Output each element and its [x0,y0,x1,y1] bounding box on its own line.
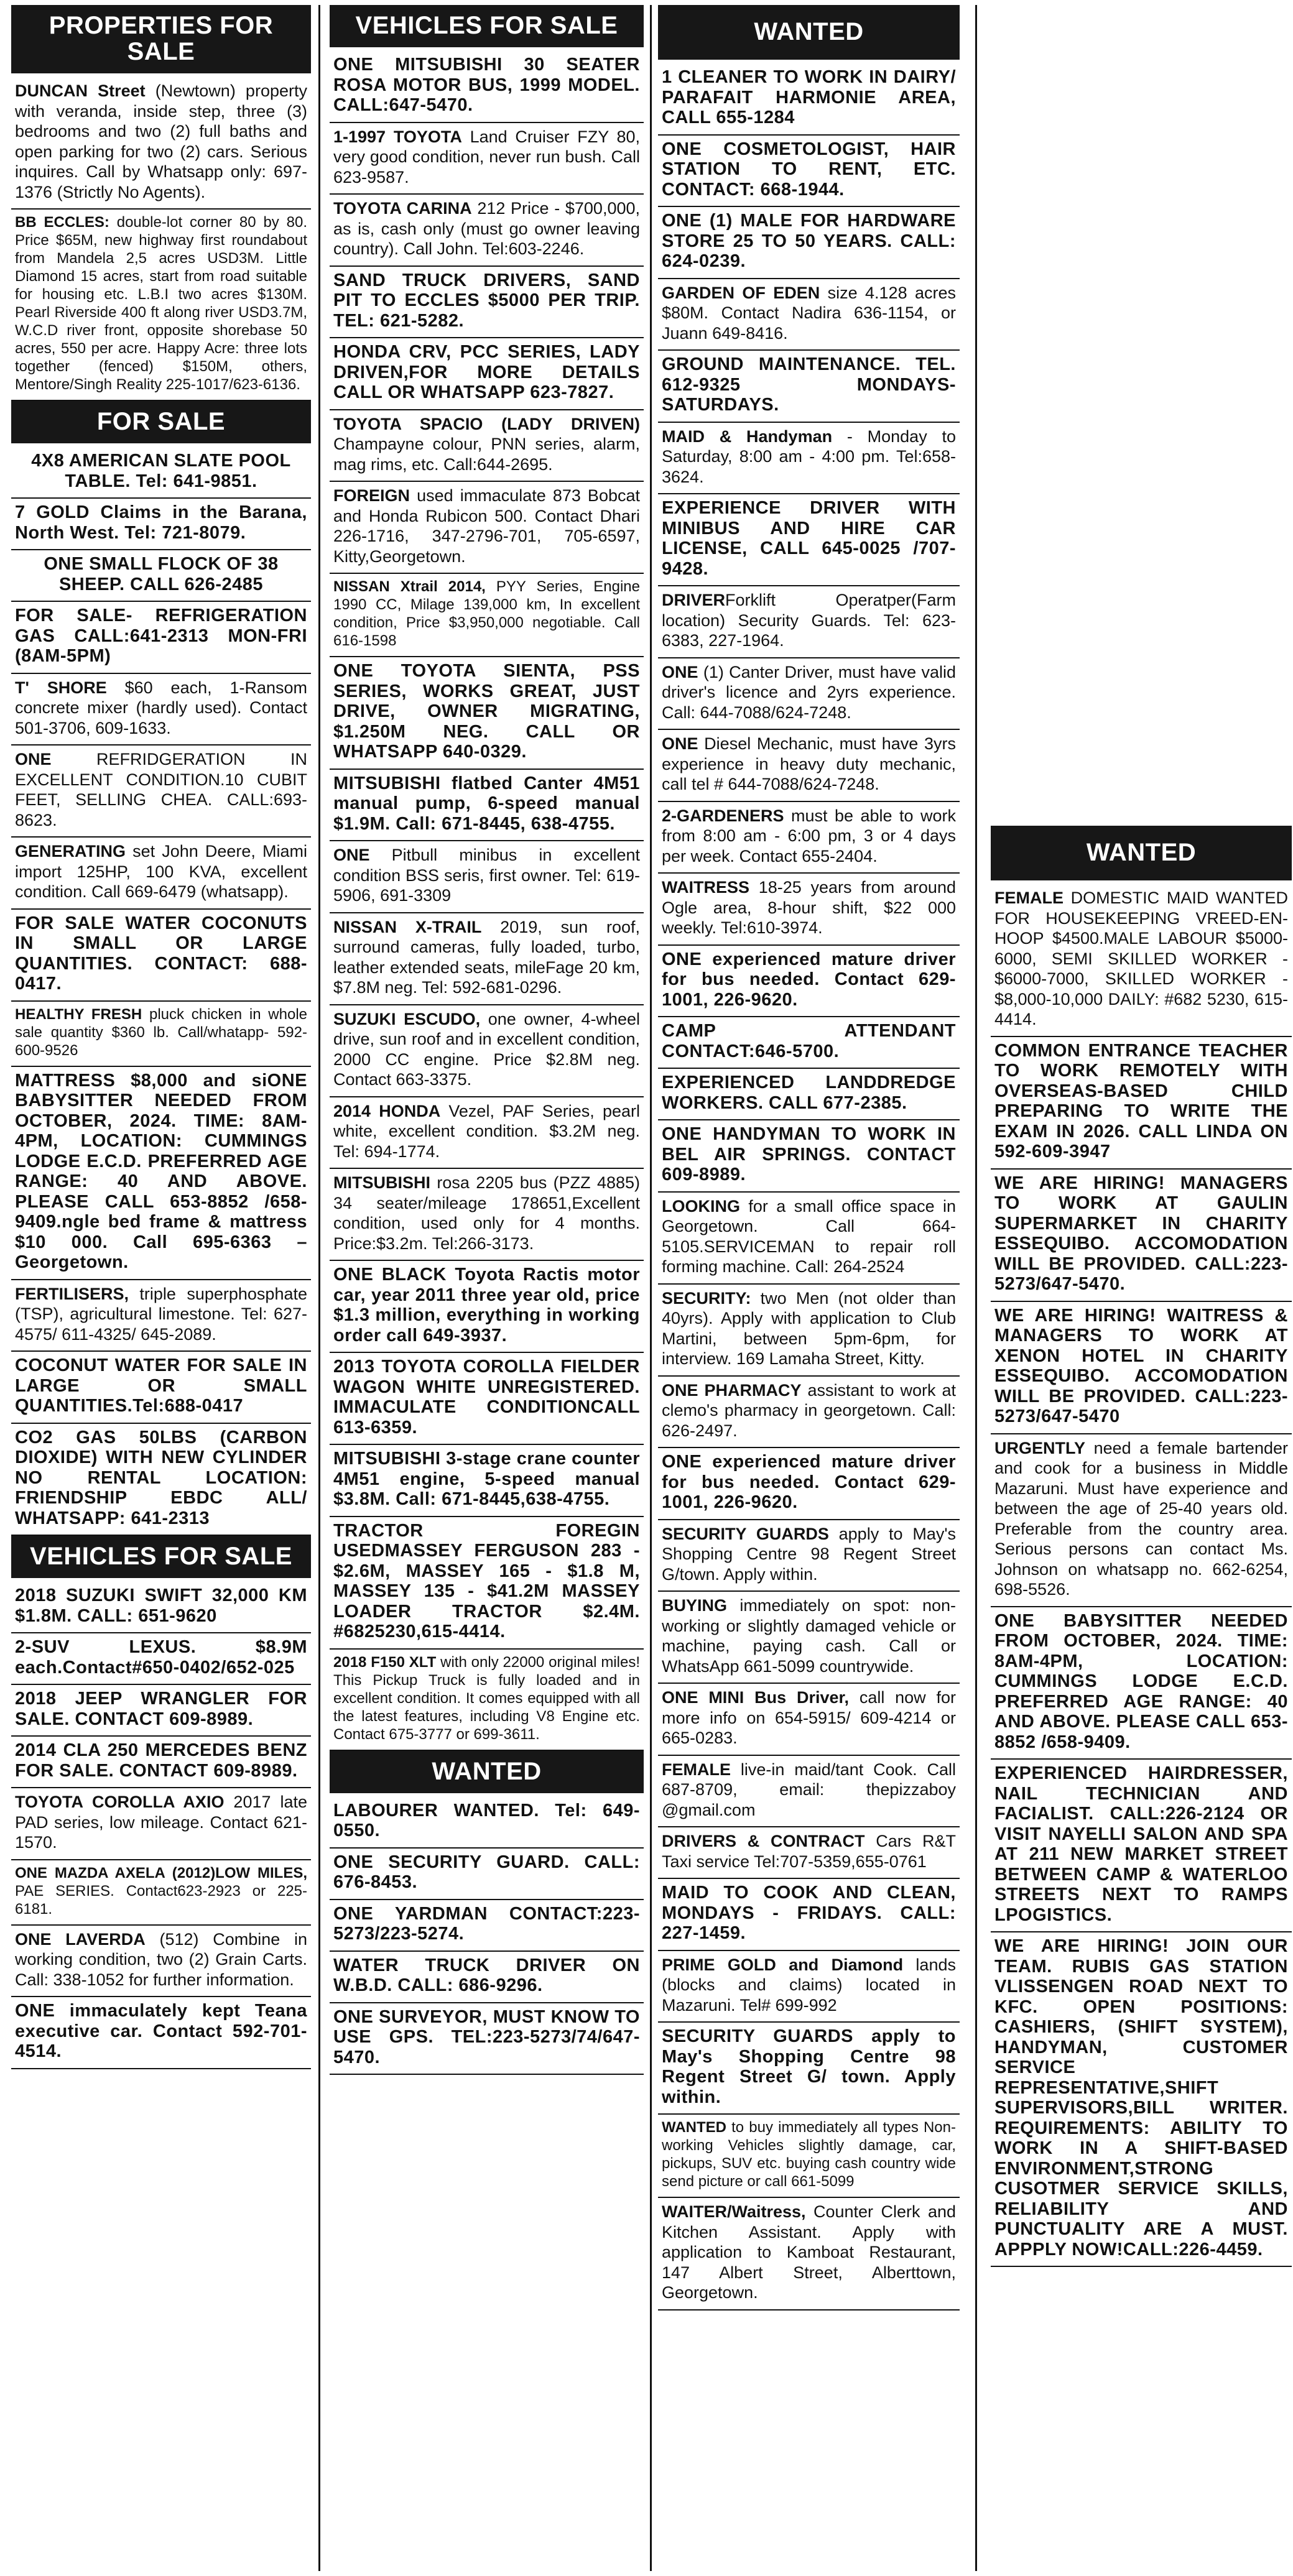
classified-ad [658,1069,960,1120]
ad-lead-text: 2014 HONDA [333,1101,441,1120]
ad-body-text: ONE experienced mature driver for bus needed. Contact 629-1001, 226-9620. [662,1452,956,1512]
classified-ad [658,2023,960,2115]
ad-body-text: two Men (not older than 40yrs). Apply with application to Club Martini, between 5pm-6pm, for interview. 169 Lamaha Street, Kitty. [662,1288,956,1368]
ad-body-text: Land Cruiser FZY 80, very good condition, never run bush. Call 623-9587. [333,127,641,187]
classified-ad [991,1170,1292,1302]
ad-lead-text: TOYOTA COROLLA AXIO [15,1793,225,1811]
ad-body-text: ONE HANDYMAN TO WORK IN BEL AIR SPRINGS. CONTACT 609-8989. [662,1124,956,1184]
column-1 [11,5,311,2571]
classified-ad [330,1797,644,1849]
ad-lead-text: WANTED [662,2119,726,2136]
column-2 [330,5,644,2571]
ad-body-text: WATER TRUCK DRIVER ON W.B.D. CALL: 686-9296. [333,1955,640,1995]
classified-ad [330,1353,644,1445]
classified-ad [658,802,960,874]
classified-ad [11,1685,311,1737]
ad-body-text: assistant to work at clemo's pharmacy in georgetown. Call: 626-2497. [662,1380,956,1440]
classified-ad [11,1352,311,1424]
classified-ad [658,1520,960,1592]
classified-ad [330,338,644,410]
classified-ad [991,1760,1292,1932]
classified-ad [11,838,311,910]
ad-body-text: 1 CLEANER TO WORK IN DAIRY/ PARAFAIT HARMONIE AREA, CALL 655-1284 [662,67,956,127]
classified-ad [991,1932,1292,2267]
classified-ad [658,730,960,802]
ad-body-text: size 4.128 acres $80M. Contact Nadira 636-1154, or Juann 649-8416. [662,283,956,343]
ad-body-text: ONE COSMETOLOGIST, HAIR STATION TO RENT, ETC. CONTACT: 668-1944. [662,139,956,200]
classified-ad [11,77,311,210]
classified-ad [330,267,644,339]
ad-body-text: DOMESTIC MAID WANTED FOR HOUSEKEEPING VREED-EN-HOOP $4500.MALE LABOUR $5000-6000, SEMI SKILLED WORKER - $6000-7000, SKILLED WORKER - $8,000-10,000 DAILY: #682 5230, 615-4414. [994,889,1288,1028]
classified-ad [330,1517,644,1650]
classified-ad [991,1434,1292,1607]
classified-ad [330,1097,644,1170]
ad-body-text: ONE (1) MALE FOR HARDWARE STORE 25 TO 50 YEARS. CALL: 624-0239. [662,211,956,271]
classified-ad [330,1849,644,1900]
ad-body-text: 2014 CLA 250 MERCEDES BENZ FOR SALE. CONTACT 609-8989. [15,1740,307,1781]
classified-ad [658,586,960,658]
ad-body-text: immediately on spot: non-working or slightly damaged vehicle or machine, paying cash. Call or WhatsApp 661-5099 countrywide. [662,1596,956,1676]
classified-ad [330,913,644,1005]
classified-ad [658,1592,960,1684]
ad-body-text: 4X8 AMERICAN SLATE POOL TABLE. Tel: 641-9851. [31,451,291,491]
ad-body-text: Pitbull minibus in excellent condition BSS seris, first owner. Tel: 619-5906, 691-3309 [333,846,640,905]
ad-lead-text: BB ECCLES: [15,214,109,231]
ad-body-text: LABOURER WANTED. Tel: 649-0550. [333,1800,640,1840]
ad-body-text: CAMP ATTENDANT CONTACT:646-5700. [662,1021,956,1061]
ad-body-text: ONE SMALL FLOCK OF 38 SHEEP. CALL 626-2485 [44,554,279,594]
classified-ad [330,657,644,770]
ad-body-text: $60 each, 1-Ransom concrete mixer (hardly used). Contact 501-3706, 609-1633. [15,678,307,737]
classified-ad [658,946,960,1018]
classified-ad [330,482,644,574]
section-header: VEHICLES FOR SALE [11,1536,311,1578]
column-4 [991,5,1292,2571]
ad-body-text: double-lot corner 80 by 80. Price $65M, new highway first roundabout from Mandela 2,5 acres USD3M. Little Diamond 15 acres, start from road suitable for housing etc. L.B.I two acres $130M. Pearl Riverside 400 ft along river USD3.7M, W.C.D river front, opposite shorebase 50 acres, 550 per acre. Happy Acre: three lots together (fenced) $150M, others, Mentore/Singh Reality 225-1017/623-6136. [15,214,308,393]
ad-body-text: Diesel Mechanic, must have 3yrs experience in heavy duty mechanic, call tel # 644-7088/624-7248. [662,734,956,793]
classified-ad [330,195,644,267]
classified-ad [658,207,960,279]
ad-lead-text: NISSAN X-TRAIL [333,917,482,936]
classified-ad [991,1607,1292,1760]
ad-lead-text: GENERATING [15,842,126,861]
classified-ad [330,574,644,657]
classified-ad [658,658,960,731]
column-divider [650,5,652,2571]
classified-ad [658,1827,960,1879]
classified-ad [658,351,960,423]
ad-lead-text: WAITER/Waitress, [662,2202,806,2221]
ad-body-text: 2018 SUZUKI SWIFT 32,000 KM $1.8M. CALL: 651-9620 [15,1586,307,1626]
classified-ad [11,1860,311,1926]
classified-ad [991,1037,1292,1170]
classified-ad [658,1684,960,1756]
classified-ad [11,447,311,499]
ad-lead-text: ONE [662,734,698,753]
ad-body-text: HONDA CRV, PCC SERIES, LADY DRIVEN,FOR MORE DETAILS CALL OR WHATSAPP 623-7827. [333,342,640,402]
ad-lead-text: SECURITY: [662,1288,751,1308]
ad-body-text: triple superphosphate (TSP), agricultural limestone. Tel: 627-4575/ 611-4325/ 645-2089. [15,1284,307,1344]
classified-ad [11,1737,311,1788]
ad-lead-text: 2-GARDENERS [662,806,784,825]
classified-ad [330,410,644,482]
ad-lead-text: PRIME GOLD and Diamond [662,1955,904,1974]
classified-ad [658,1879,960,1951]
ad-body-text: (Newtown) property with veranda, inside step, three (3) bedrooms and two (2) full baths and open parking for two (2) cars. Serious inquires. Call by Whatsapp only: 697-1376 (Strictly No Agents). [15,81,307,201]
ad-lead-text: ONE PHARMACY [662,1380,802,1400]
classified-ad [658,136,960,208]
ad-body-text: 212 Price - $700,000, as is, cash only (must go owner leaving country). Call John. Tel:603-2246. [333,199,640,258]
ad-body-text: ONE MITSUBISHI 30 SEATER ROSA MOTOR BUS, 1999 MODEL. CALL:647-5470. [333,55,640,115]
classified-ad [658,1377,960,1449]
ad-lead-text: NISSAN Xtrail 2014, [333,578,486,595]
ad-lead-text: ONE MINI Bus Driver, [662,1688,850,1707]
ad-body-text: Champayne colour, PNN series, alarm, mag rims, etc. Call:644-2695. [333,435,640,474]
ad-lead-text: FERTILISERS, [15,1284,129,1303]
classified-ad [330,1900,644,1952]
ad-body-text: (1) Canter Driver, must have valid driver's licence and 2yrs experience. Call: 644-7088/624-7248. [662,662,956,722]
ad-body-text: call now for more info on 654-5915/ 609-4214 or 665-0283. [662,1688,957,1747]
ad-lead-text: TOYOTA CARINA [333,199,472,218]
classified-ad [11,674,311,746]
classified-ad [658,1120,960,1193]
ad-body-text: FOR SALE WATER COCONUTS IN SMALL OR LARGE QUANTITIES. CONTACT: 688-0417. [15,913,307,994]
classified-ad [330,51,644,123]
ad-body-text: used immaculate 873 Bobcat and Honda Rubicon 500. Contact Dhari 226-1716, 347-2796-701, 705-6597, Kitty,Georgetown. [333,486,640,566]
classified-ad [658,1017,960,1069]
classified-ad [11,1002,311,1067]
ad-body-text: SAND TRUCK DRIVERS, SAND PIT TO ECCLES $5000 PER TRIP. TEL: 621-5282. [333,270,640,331]
classified-ad [330,1169,644,1261]
ad-lead-text: 2018 F150 XLT [333,1653,437,1671]
classified-ad [11,550,311,602]
ad-body-text: Counter Clerk and Kitchen Assistant. Apply with application to Kamboat Restaurant, 147 Albert Street, Alberttown, Georgetown. [662,2202,956,2302]
ad-lead-text: ONE LAVERDA [15,1929,146,1949]
ad-lead-text: MITSUBISHI [333,1173,431,1192]
classified-ad [330,1261,644,1353]
classified-ad [658,63,960,136]
classified-ad [658,874,960,946]
ad-lead-text: T' SHORE [15,678,107,697]
ad-lead-text: WAITRESS [662,878,750,897]
ad-body-text: 2-SUV LEXUS. $8.9M each.Contact#650-0402/652-025 [15,1637,307,1678]
classified-ad [658,1951,960,2023]
ad-body-text: PYY Series, Engine 1990 CC, Milage 139,000 km, In excellent condition, Price $3,950,000 negotiable. Call 616-1598 [333,578,640,649]
ad-body-text: FOR SALE- REFRIGERATION GAS CALL:641-2313 MON-FRI (8AM-5PM) [15,606,307,666]
classified-ad [330,1445,644,1517]
section-header: PROPERTIES FOR SALE [11,5,311,73]
ad-body-text: ONE TOYOTA SIENTA, PSS SERIES, WORKS GREAT, JUST DRIVE, OWNER MIGRATING, $1.250M NEG. CALL OR WHATSAPP 640-0329. [333,661,640,762]
ad-body-text: TRACTOR FOREGIN USEDMASSEY FERGUSON 283 - $2.6M, MASSEY 165 - $1.8 M, MASSEY 135 - $41.2M MASSEY LOADER TRACTOR $2.4M. #6825230,615-4414. [333,1520,640,1641]
classified-ad [330,1650,644,1751]
ad-body-text: ONE SECURITY GUARD. CALL: 676-8453. [333,1852,640,1892]
ad-body-text: need a female bartender and cook for a business in Middle Mazaruni. Must have experience and between the age of 25-40 years old. Preferable from the country area. Serious persons can contact Ms. Johnson on whatsapp no. 662-6254, 698-5526. [994,1438,1288,1599]
ad-body-text: ONE SURVEYOR, MUST KNOW TO USE GPS. TEL:223-5273/74/647-5470. [333,2006,640,2067]
ad-body-text: 2018 JEEP WRANGLER FOR SALE. CONTACT 609-8989. [15,1689,307,1729]
ad-body-text: 7 GOLD Claims in the Barana, North West. Tel: 721-8079. [15,502,307,543]
classified-ad [11,910,311,1002]
ad-lead-text: TOYOTA SPACIO (LADY DRIVEN) [333,414,640,433]
ad-body-text: WE ARE HIRING! JOIN OUR TEAM. RUBIS GAS STATION VLISSENGEN ROAD NEXT TO KFC. OPEN POSITIONS: CASHIERS, (SHIFT SYSTEM), HANDYMAN, CUSTOMER SERVICE REPRESENTATIVE,SHIFT SUPERVISORS,BILL WRITER. REQUIREMENTS: ABILITY TO WORK IN A SHIFT-BASED ENVIRONMENT,STRONG CUSOTMER SERVICE SKILLS, RELIABILITY AND PUNCTUALITY ARE A MUST. APPPLY NOW!CALL:226-4459. [994,1936,1288,2260]
classified-ad [330,841,644,913]
section-header: WANTED [658,5,960,60]
classified-ad [330,1952,644,2003]
section-header: FOR SALE [11,401,311,443]
ad-body-text: WE ARE HIRING! WAITRESS & MANAGERS TO WORK AT XENON HOTEL IN CHARITY ESSEQUIBO. ACCOMODATION WILL BE PROVIDED. CALL:223-5273/647-5470 [994,1305,1288,1426]
ad-body-text: one owner, 4-wheel drive, sun roof and in excellent condition, 2000 CC engine. Price $2.8M neg. Contact 663-3375. [333,1009,640,1089]
ad-lead-text: ONE [15,750,52,769]
column-3 [658,5,960,2571]
ad-lead-text: SECURITY GUARDS [662,1524,829,1543]
classified-ad [330,123,644,195]
ad-body-text: ONE BLACK Toyota Ractis motor car, year 2011 three year old, price $1.3 million, everything in working order call 649-3937. [333,1265,640,1346]
classified-ad [330,2003,644,2075]
ad-lead-text: BUYING [662,1596,728,1615]
ad-body-text: MITSUBISHI 3-stage crane counter 4M51 engine, 5-speed manual $3.8M. Call: 671-8445,638-4755. [333,1449,640,1509]
ad-lead-text: SUZUKI ESCUDO, [333,1009,481,1028]
classified-ad [11,1926,311,1998]
section-header: WANTED [991,826,1292,880]
ad-body-text: REFRIDGERATION IN EXCELLENT CONDITION.10 CUBIT FEET, SELLING CHEA. CALL:693-8623. [15,750,307,829]
ad-body-text: Forklift Operatper(Farm location) Security Guards. Tel: 623-6383, 227-1964. [662,591,956,650]
classified-ad [11,1633,311,1685]
ad-body-text: apply to May's Shopping Centre 98 Regent Street G/town. Apply within. [662,1524,956,1584]
ad-body-text: Vezel, PAF Series, pearl white, excellent condition. $3.2M neg. Tel: 694-1774. [333,1101,641,1161]
ad-lead-text: 1-1997 TOYOTA [333,127,462,146]
ad-body-text: live-in maid/tant Cook. Call 687-8709, email: thepizzaboy @gmail.com [662,1760,956,1819]
ad-body-text: to buy immediately all types Non-working Vehicles slightly damage, car, pickups, SUV etc. buying cash country wide send picture or call 661-5099 [662,2119,956,2190]
ad-lead-text: ONE [662,662,698,681]
ad-lead-text: DRIVERS & CONTRACT [662,1832,865,1850]
classified-ad [11,1280,311,1352]
section-header: WANTED [330,1751,644,1793]
classified-ad [658,494,960,586]
classified-ad [11,1582,311,1633]
classified-ad [658,423,960,495]
ad-body-text: must be able to work from 8:00 am - 6:00 pm, 3 or 4 days per week. Contact 655-2404. [662,806,956,866]
ad-lead-text: FEMALE [662,1760,731,1779]
classified-ad [658,2198,960,2311]
classified-ad [330,1005,644,1097]
ad-lead-text: DRIVER [662,591,726,609]
ad-body-text: CO2 GAS 50LBS (CARBON DIOXIDE) WITH NEW CYLINDER NO RENTAL LOCATION: FRIENDSHIP EBDC ALL/ WHATSAPP: 641-2313 [15,1427,307,1528]
classified-ad [11,1997,311,2069]
ad-body-text: SECURITY GUARDS apply to May's Shopping Centre 98 Regent Street G/ town. Apply within. [662,2026,956,2107]
ad-body-text: 2017 late PAD series, low mileage. Contact 621-1570. [15,1793,307,1852]
ad-body-text: set John Deere, Miami import 125HP, 100 KVA, excellent condition. Call 669-6479 (whatsapp). [15,842,307,901]
ad-body-text: 2013 TOYOTA COROLLA FIELDER WAGON WHITE UNREGISTERED. IMMACULATE CONDITIONCALL 613-6359. [333,1357,640,1438]
ad-body-text: rosa 2205 bus (PZZ 4885) 34 seater/mileage 178651,Excellent condition, used only for 4 months. Price:$3.2m. Tel:266-3173. [333,1173,640,1253]
ad-body-text: EXPERIENCE DRIVER WITH MINIBUS AND HIRE CAR LICENSE, CALL 645-0025 /707-9428. [662,498,956,579]
classified-ad [658,279,960,351]
ad-body-text: MAID TO COOK AND CLEAN, MONDAYS - FRIDAYS. CALL: 227-1459. [662,1883,956,1943]
ad-body-text: 2019, sun roof, surround cameras, fully loaded, turbo, leather extended seats, mileFage 20 km, $7.8M neg. Tel: 592-681-0296. [333,917,640,997]
classified-ad [11,499,311,550]
classified-ad [11,602,311,674]
ad-body-text: Cars R&T Taxi service Tel:707-5359,655-0761 [662,1832,956,1871]
ad-lead-text: DUNCAN Street [15,81,146,100]
ad-body-text: MITSUBISHI flatbed Canter 4M51 manual pump, 6-speed manual $1.9M. Call: 671-8445, 638-4755. [333,773,640,834]
ad-body-text: ONE immaculately kept Teana executive car. Contact 592-701-4514. [15,2001,307,2061]
ad-body-text: GROUND MAINTENANCE. TEL. 612-9325 MONDAYS-SATURDAYS. [662,354,956,415]
classified-ad [658,1285,960,1377]
ad-lead-text: HEALTHY FRESH [15,1005,142,1023]
classified-ad [11,1424,311,1536]
ad-body-text: EXPERIENCED HAIRDRESSER, NAIL TECHNICIAN AND FACIALIST. CALL:226-2124 OR VISIT NAYELLI SALON AND SPA AT 211 NEW MARKET STREET BETWEEN CAMP & WATERLOO STREETS NEXT TO RAMPS LPOGISTICS. [994,1763,1288,1925]
ad-body-text: COCONUT WATER FOR SALE IN LARGE OR SMALL QUANTITIES.Tel:688-0417 [15,1355,307,1416]
column-divider [318,5,320,2571]
ad-body-text: ONE BABYSITTER NEEDED FROM OCTOBER, 2024. TIME: 8AM-4PM, LOCATION: CUMMINGS LODGE E.C.D. PREFERRED AGE RANGE: 40 AND ABOVE. PLEASE CALL 653-8852 /658-9409. [994,1610,1288,1752]
ad-lead-text: LOOKING [662,1196,740,1216]
ad-lead-text: MAID & Handyman [662,427,833,446]
ad-lead-text: FOREIGN [333,486,410,505]
ad-lead-text: GARDEN OF EDEN [662,283,820,302]
ad-body-text: MATTRESS $8,000 and siONE BABYSITTER NEEDED FROM OCTOBER, 2024. TIME: 8AM-4PM, LOCATION: CUMMINGS LODGE E.C.D. PREFERRED AGE RANGE: 40 AND ABOVE. PLEASE CALL 653-8852 /658-9409.ngle bed frame & mattress $10 000. Call 695-6363 – Georgetown. [15,1070,307,1272]
ad-lead-text: ONE [333,846,370,864]
ad-lead-text: FEMALE [994,889,1064,907]
classified-ad [658,1193,960,1285]
classified-ad [11,1067,311,1280]
ad-body-text: - Monday to Saturday, 8:00 am - 4:00 pm. Tel:658-3624. [662,427,956,486]
classified-ad [991,1302,1292,1434]
ad-lead-text: URGENTLY [994,1438,1086,1457]
classified-ad [658,1448,960,1520]
section-header: VEHICLES FOR SALE [330,5,644,47]
classified-ad [11,1788,311,1860]
classified-ad [11,210,311,401]
ad-body-text: (512) Combine in working condition, two (2) Grain Carts. Call: 338-1052 for further information. [15,1929,307,1989]
ad-body-text: EXPERIENCED LANDDREDGE WORKERS. CALL 677-2385. [662,1073,956,1113]
ad-body-text: for a small office space in Georgetown. Call 664-5105.SERVICEMAN to repair roll forming machine. Call: 264-2524 [662,1196,956,1276]
ad-body-text: ONE experienced mature driver for bus needed. Contact 629-1001, 226-9620. [662,949,956,1010]
classified-ad [658,1756,960,1828]
ad-lead-text: ONE MAZDA AXELA (2012)LOW MILES, [15,1864,307,1881]
ad-body-text: ONE YARDMAN CONTACT:223-5273/223-5274. [333,1903,640,1944]
ad-body-text: COMMON ENTRANCE TEACHER TO WORK REMOTELY WITH OVERSEAS-BASED CHILD PREPARING TO WRITE THE EXAM IN 2026. CALL LINDA ON 592-609-3947 [994,1040,1288,1161]
ad-body-text: 18-25 years from around Ogle area, 8-hour shift, $22 000 weekly. Tel:610-3974. [662,878,956,937]
ad-body-text: with only 22000 original miles! This Pickup Truck is fully loaded and in excellent condition. It comes equipped with all the latest features, including V8 Engine etc. Contact 675-3777 or 699-3611. [333,1653,640,1743]
ad-body-text: pluck chicken in whole sale quantity $360 lb. Call/whatapp- 592-600-9526 [15,1005,308,1059]
classified-ad [330,770,644,842]
ad-body-text: PAE SERIES. Contact623-2923 or 225-6181. [15,1882,307,1918]
classified-ad [991,884,1292,1037]
ad-body-text: lands (blocks and claims) located in Mazaruni. Tel# 699-992 [662,1955,956,2015]
classified-ad [658,2115,960,2198]
column-divider [975,5,977,2571]
classified-ad [11,746,311,838]
blank-space [991,5,1292,826]
ad-body-text: WE ARE HIRING! MANAGERS TO WORK AT GAULIN SUPERMARKET IN CHARITY ESSEQUIBO. ACCOMODATION WILL BE PROVIDED. CALL:223-5273/647-5470. [994,1173,1288,1294]
